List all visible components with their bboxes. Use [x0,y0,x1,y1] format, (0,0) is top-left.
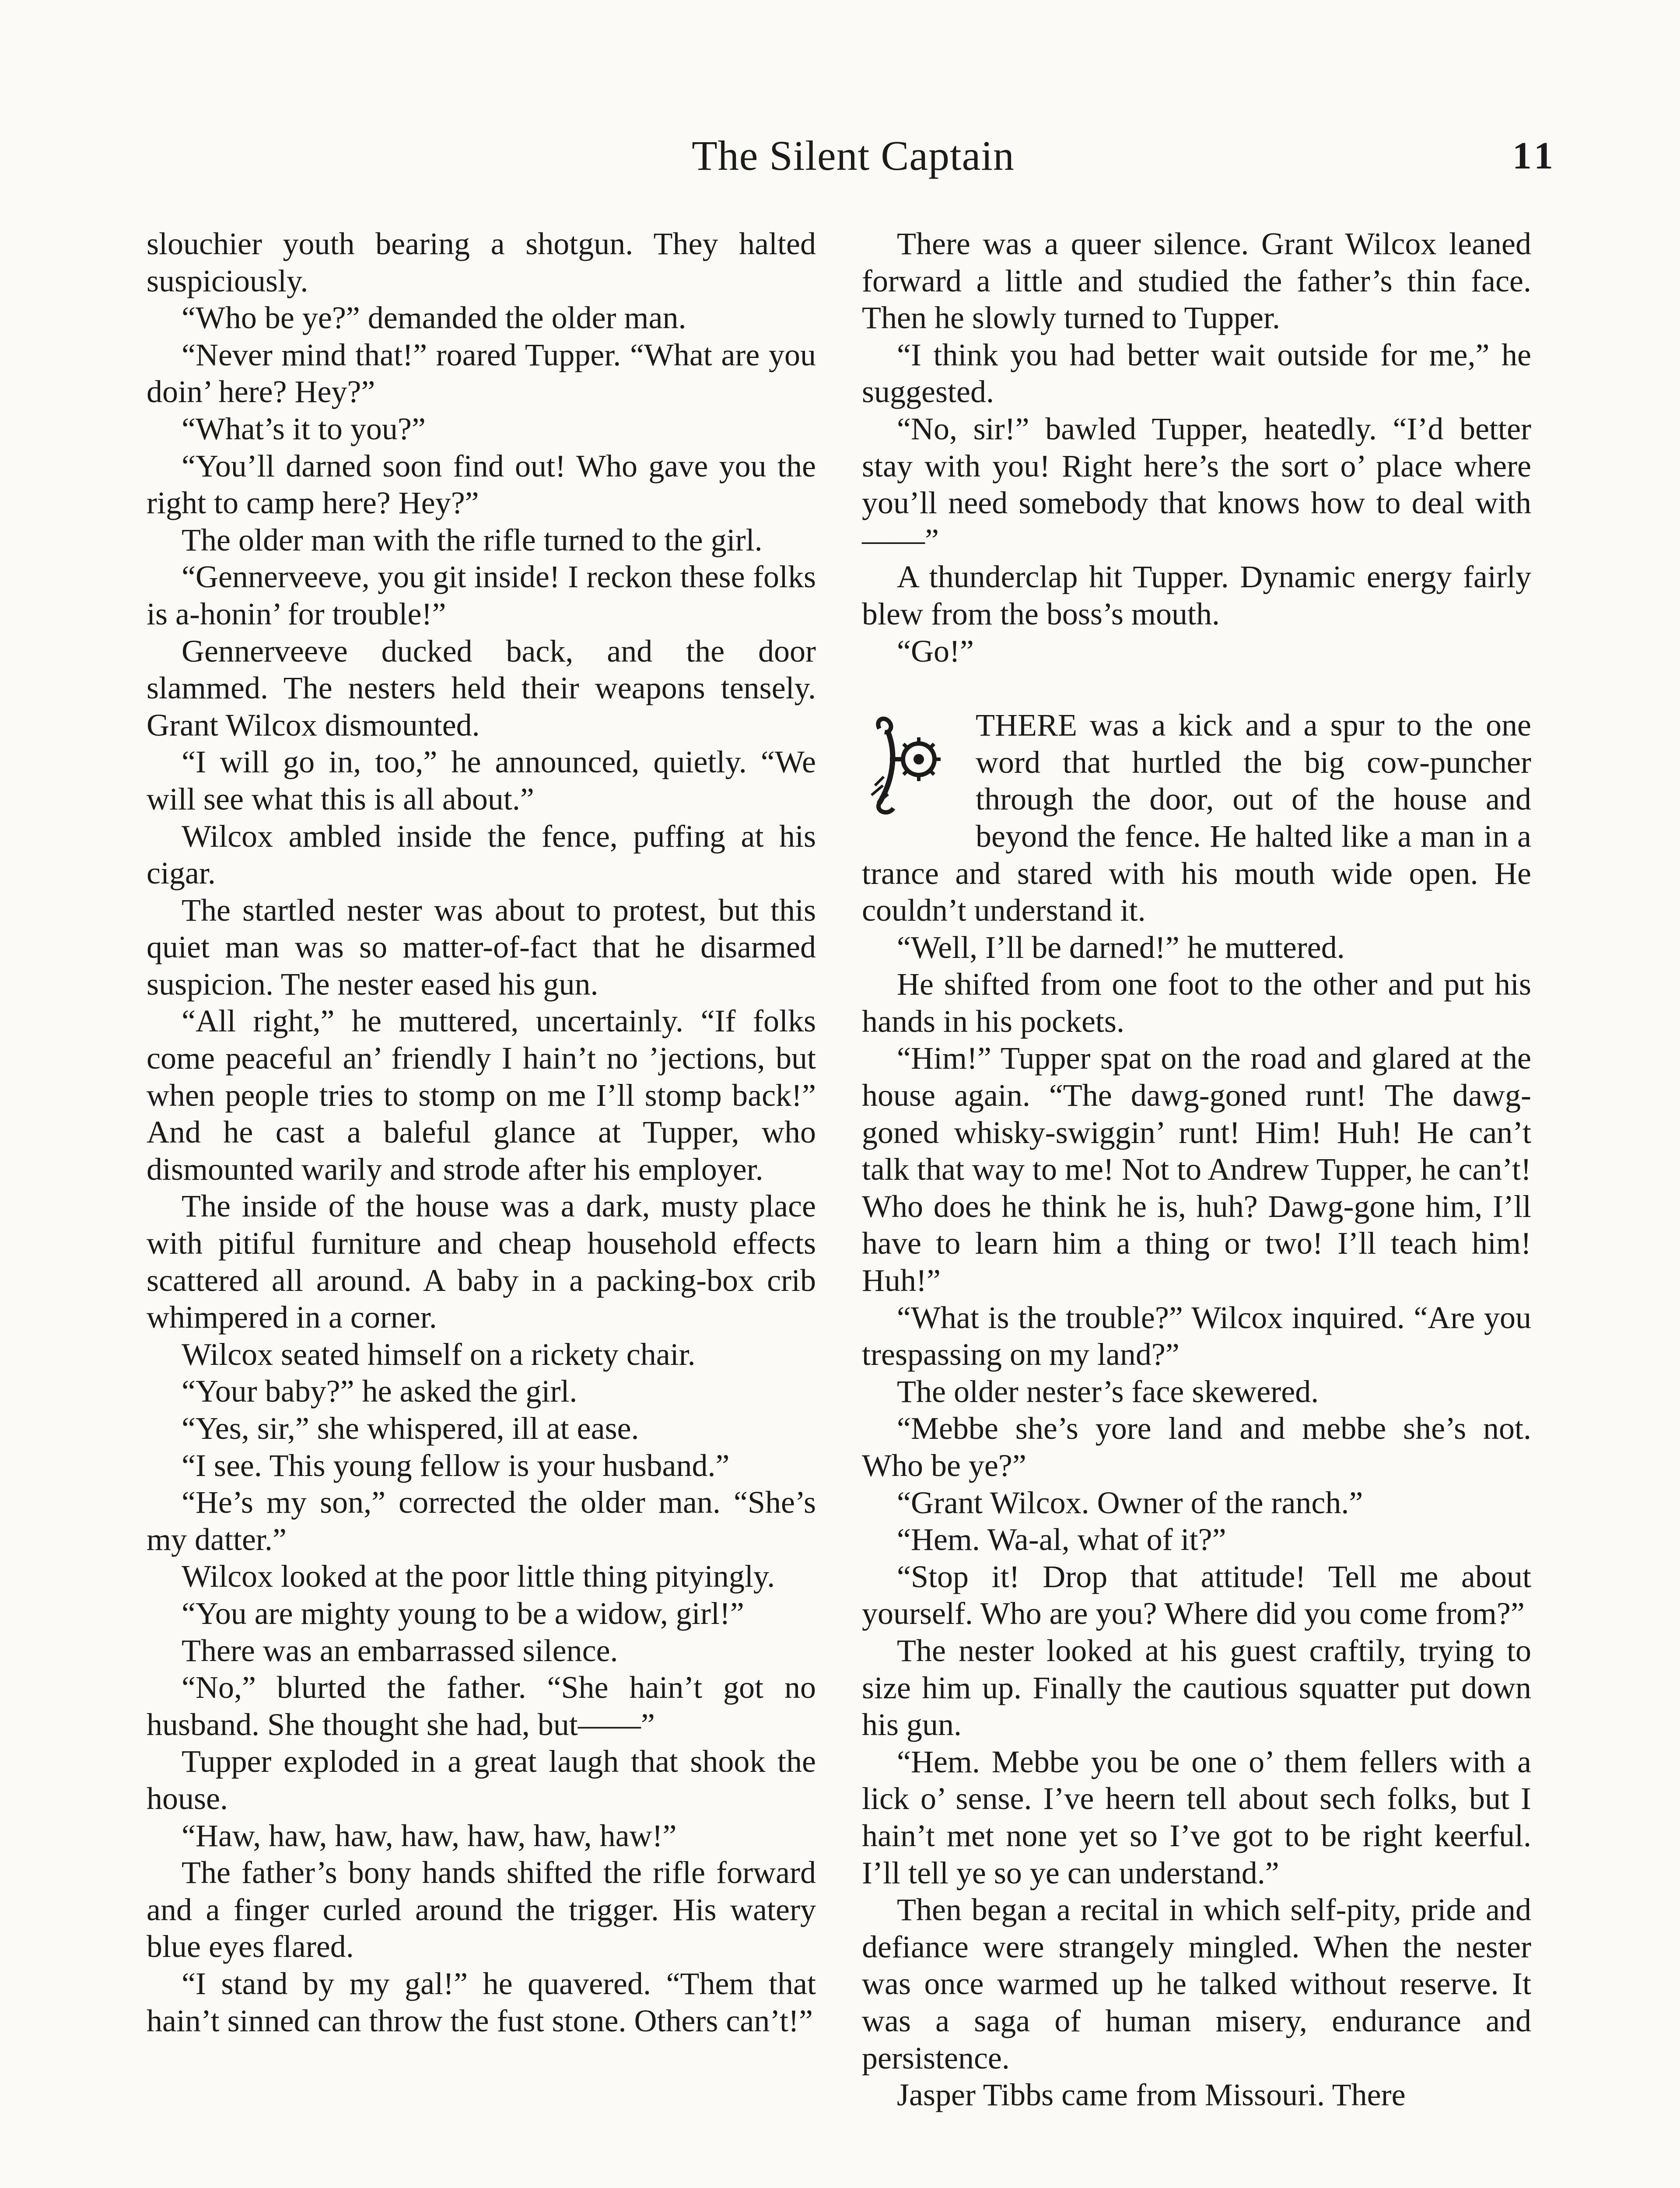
right-column [862,225,1531,2114]
paragraph: The nester looked at his guest craftily, trying to size him up. Finally the cautious squatter put down his gun. [862,1633,1531,1743]
paragraph: He shifted from one foot to the other and put his hands in his pockets. [862,967,1531,1039]
paragraph: “Him!” Tupper spat on the road and glared at the house again. “The dawg-goned runt! The dawg-goned whisky-swiggin’ runt! Him! Huh! He can’t talk that way to me! Not to Andrew Tupper, he can’t! Who does he think he is, huh? Dawg-gone him, I’ll have to learn him a thing or two! I’ll teach him! Huh!” [862,1041,1531,1298]
paragraph: “You are mighty young to be a widow, girl!” [182,1595,744,1631]
paragraph: Wilcox ambled inside the fence, puffing at his cigar. [147,818,816,891]
paragraph: “You’ll darned soon find out! Who gave you the right to camp here? Hey?” [147,448,816,521]
paragraph: There was an embarrassed silence. [182,1633,618,1668]
paragraph: “Mebbe she’s yore land and mebbe she’s not. Who be ye?” [862,1411,1531,1483]
paragraph: THERE was a kick and a spur to the one word that hurtled the big cow-puncher through the door, out of the house and beyond the fence. He halted like a man in a trance and stared with his mouth wide open. He couldn’t understand it. [862,708,1531,928]
paragraph: Wilcox looked at the poor little thing pityingly. [182,1559,775,1594]
paragraph: “Who be ye?” demanded the older man. [182,300,686,336]
section-break-paragraph [862,707,1531,929]
paragraph: “All right,” he muttered, uncertainly. “If folks come peaceful an’ friendly I hain’t no ’jections, but when people tries to stomp on me I’ll stomp back!” And he cast a baleful glance at Tupper, who dismounted warily and strode after his employer. [147,1003,816,1187]
paragraph: A thunderclap hit Tupper. Dynamic energy fairly blew from the boss’s mouth. [862,559,1531,631]
paragraph: The older man with the rifle turned to the girl. [182,522,763,558]
paragraph: “Yes, sir,” she whispered, ill at ease. [182,1411,639,1446]
paragraph: The father’s bony hands shifted the rifle forward and a finger curled around the trigger. His watery blue eyes flared. [147,1855,816,1964]
page-header [149,131,1558,193]
paragraph: “Stop it! Drop that attitude! Tell me about yourself. Who are you? Where did you come from?” [862,1559,1531,1631]
running-title: The Silent Captain [692,132,1015,179]
paragraph: slouchier youth bearing a shotgun. They halted suspiciously. [147,226,816,298]
paragraph: The older nester’s face skewered. [897,1374,1319,1409]
paragraph: “I see. This young fellow is your husband.” [182,1448,730,1483]
paragraph: “I think you had better wait outside for me,” he suggested. [862,337,1531,410]
paragraph: “Gennerveeve, you git inside! I reckon these folks is a-honin’ for trouble!” [147,559,816,631]
paragraph: “What is the trouble?” Wilcox inquired. “Are you trespassing on my land?” [862,1300,1531,1372]
paragraph: Jasper Tibbs came from Missouri. There [897,2077,1406,2113]
paragraph: “Never mind that!” roared Tupper. “What are you doin’ here? Hey?” [147,337,816,410]
paragraph: “Haw, haw, haw, haw, haw, haw, haw!” [182,1818,677,1853]
paragraph: “Grant Wilcox. Owner of the ranch.” [897,1485,1363,1520]
paragraph: The inside of the house was a dark, musty place with pitiful furniture and cheap household effects scattered all around. A baby in a packing-box crib whimpered in a corner. [147,1189,816,1335]
paragraph: There was a queer silence. Grant Wilcox leaned forward a little and studied the father’s thin face. Then he slowly turned to Tupper. [862,226,1531,336]
paragraph: “I will go in, too,” he announced, quietly. “We will see what this is all about.” [147,744,816,817]
paragraph: Wilcox seated himself on a rickety chair. [182,1336,696,1372]
paragraph: “Hem. Wa-al, what of it?” [897,1522,1226,1557]
paragraph: “I stand by my gal!” he quavered. “Them that hain’t sinned can throw the fust stone. Others can’t!” [147,1966,816,2038]
paragraph: Gennerveeve ducked back, and the door slammed. The nesters held their weapons tensely. Grant Wilcox dismounted. [147,633,816,743]
paragraph: “He’s my son,” corrected the older man. “She’s my datter.” [147,1485,816,1557]
paragraph: “No,” blurted the father. “She hain’t got no husband. She thought she had, but——” [147,1670,816,1742]
paragraph: Then began a recital in which self-pity, pride and defiance were strangely mingled. When the nester was once warmed up he talked without reserve. It was a saga of human misery, endurance and persistence. [862,1892,1531,2076]
paragraph: “No, sir!” bawled Tupper, heatedly. “I’d better stay with you! Right here’s the sort o’ place where you’ll need somebody that knows how to deal with ——” [862,411,1531,558]
paragraph: The startled nester was about to protest, but this quiet man was so matter-of-fact that he disarmed suspicion. The nester eased his gun. [147,892,816,1002]
paragraph: “Your baby?” he asked the girl. [182,1374,578,1409]
left-column [147,225,816,2039]
paragraph: “Hem. Mebbe you be one o’ them fellers with a lick o’ sense. I’ve heern tell about sech folks, but I hain’t met none yet so I’ve got to be right keerful. I’ll tell ye so ye can understand.” [862,1744,1531,1890]
paragraph: “Well, I’ll be darned!” he muttered. [897,929,1345,965]
paragraph: Tupper exploded in a great laugh that shook the house. [147,1744,816,1816]
spur-icon [862,711,962,820]
paragraph: “What’s it to you?” [182,411,426,446]
page-number: 11 [1512,135,1558,177]
paragraph: “Go!” [897,633,974,669]
